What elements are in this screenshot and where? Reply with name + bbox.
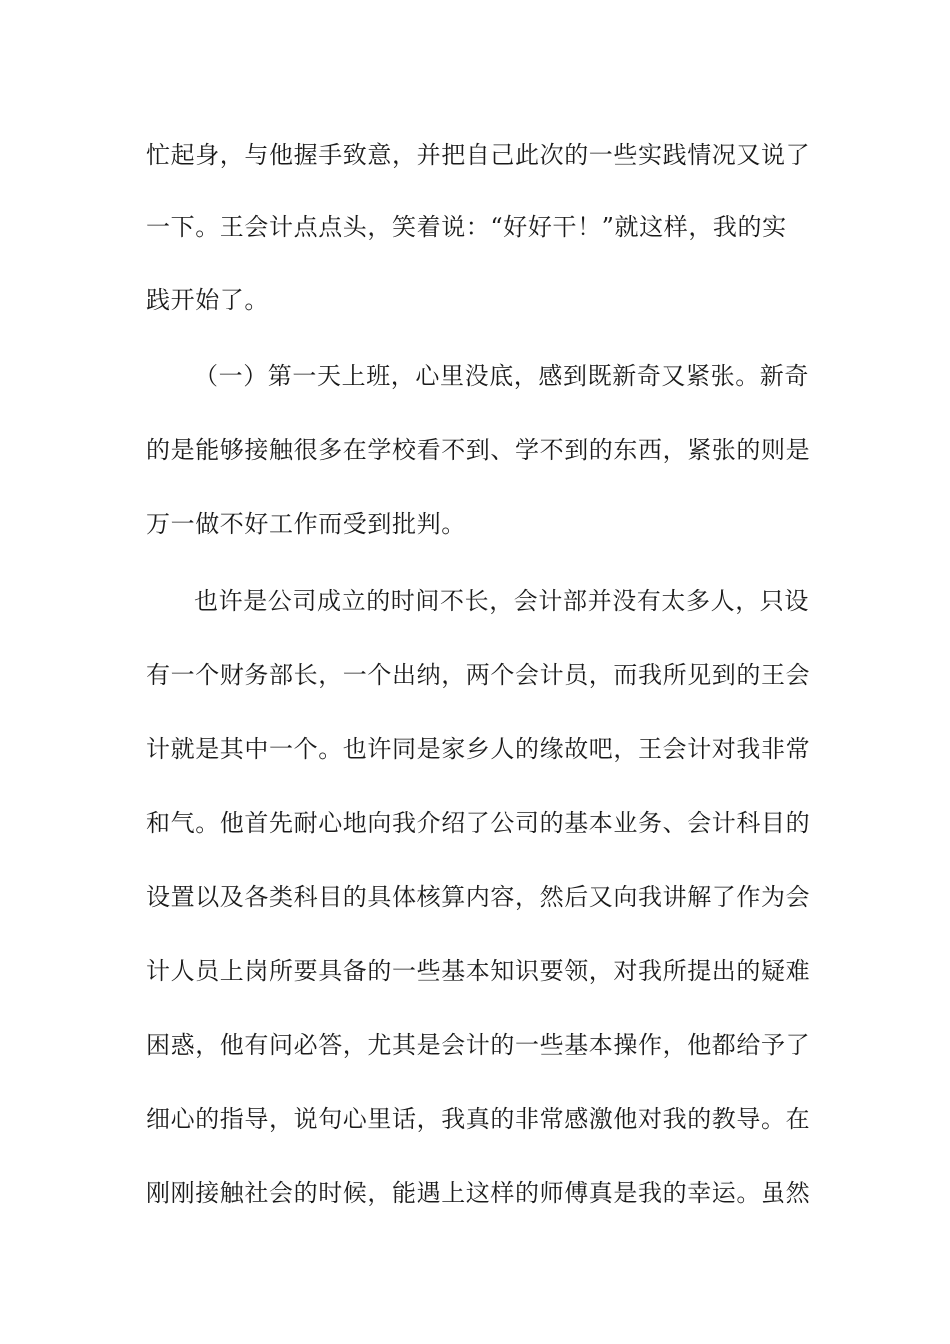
- text-line: 有一个财务部长，一个出纳，两个会计员，而我所见到的王会: [146, 661, 811, 689]
- paragraph-start-line: 也许是公司成立的时间不长，会计部并没有太多人，只设: [194, 587, 809, 615]
- text-line: 困惑，他有问必答，尤其是会计的一些基本操作，他都给予了: [146, 1031, 811, 1059]
- text-line: 刚刚接触社会的时候，能遇上这样的师傅真是我的幸运。虽然: [146, 1179, 811, 1207]
- text-line: 细心的指导，说句心里话，我真的非常感激他对我的教导。在: [146, 1105, 811, 1133]
- text-line: 计人员上岗所要具备的一些基本知识要领，对我所提出的疑难: [146, 957, 811, 985]
- text-line: 设置以及各类科目的具体核算内容，然后又向我讲解了作为会: [146, 883, 811, 911]
- text-line: 计就是其中一个。也许同是家乡人的缘故吧，王会计对我非常: [146, 735, 811, 763]
- text-line: 的是能够接触很多在学校看不到、学不到的东西，紧张的则是: [146, 436, 811, 464]
- text-line: 万一做不好工作而受到批判。: [146, 510, 466, 538]
- text-line: 一下。王会计点点头，笑着说：“好好干！”就这样，我的实: [146, 213, 787, 241]
- text-line: 忙起身，与他握手致意，并把自己此次的一些实践情况又说了: [146, 141, 811, 169]
- text-line: 践开始了。: [146, 286, 269, 314]
- text-line: 和气。他首先耐心地向我介绍了公司的基本业务、会计科目的: [146, 809, 811, 837]
- paragraph-start-line: （一）第一天上班，心里没底，感到既新奇又紧张。新奇: [194, 362, 809, 390]
